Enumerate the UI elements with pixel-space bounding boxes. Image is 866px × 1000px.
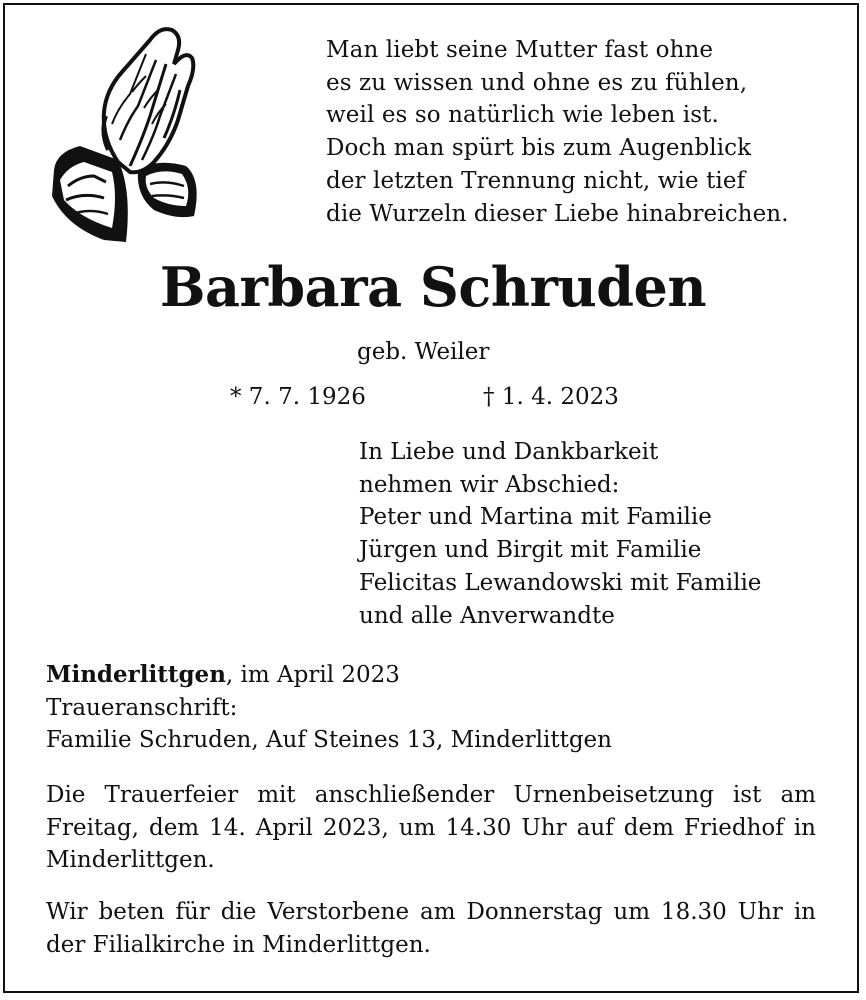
poem-line: Man liebt seine Mutter fast ohne xyxy=(326,37,714,63)
poem-line: es zu wissen und ohne es zu fühlen, xyxy=(326,69,748,96)
date-text: , im April 2023 xyxy=(225,662,400,688)
prayer-text: Wir beten für die Verstorbene am Donnerstag um 18.30 Uhr in der Filialkirche in Minderlittgen. xyxy=(46,899,816,958)
place-name: Minderlittgen xyxy=(46,661,226,688)
address-label: Traueranschrift: xyxy=(46,694,238,721)
poem-line: weil es so natürlich wie leben ist. xyxy=(326,102,719,129)
deceased-name: Barbara Schruden xyxy=(159,255,707,319)
mourners-line: In Liebe und Dankbarkeit xyxy=(359,439,659,465)
address-text: Familie Schruden, Auf Steines 13, Minderlittgen xyxy=(46,727,612,754)
death-date: † 1. 4. 2023 xyxy=(483,384,619,410)
mourners-line: Jürgen und Birgit mit Familie xyxy=(359,537,702,564)
birth-date: * 7. 7. 1926 xyxy=(230,384,366,410)
ceremony-text: Die Trauerfeier mit anschließender Urnenbeisetzung ist am Freitag, dem 14. April 2023, um 14.30 Uhr auf dem Friedhof in Minderlittgen. xyxy=(46,782,816,874)
mourners-line: nehmen wir Abschied: xyxy=(359,471,620,498)
mourners-line: und alle Anverwandte xyxy=(359,602,615,629)
place-date-line xyxy=(46,659,826,692)
mourners-line: Peter und Martina mit Familie xyxy=(359,504,712,531)
mourners-list xyxy=(359,436,849,632)
place-and-address xyxy=(46,659,826,757)
poem-line: die Wurzeln dieser Liebe hinabreichen. xyxy=(326,200,789,227)
poem-line: Doch man spürt bis zum Augenblick xyxy=(326,135,752,162)
poem xyxy=(326,34,846,230)
poem-line: der letzten Trennung nicht, wie tief xyxy=(326,167,746,194)
mourners-line: Felicitas Lewandowski mit Familie xyxy=(359,569,762,596)
maiden-name: geb. Weiler xyxy=(357,339,490,365)
praying-hands-icon xyxy=(46,20,206,242)
